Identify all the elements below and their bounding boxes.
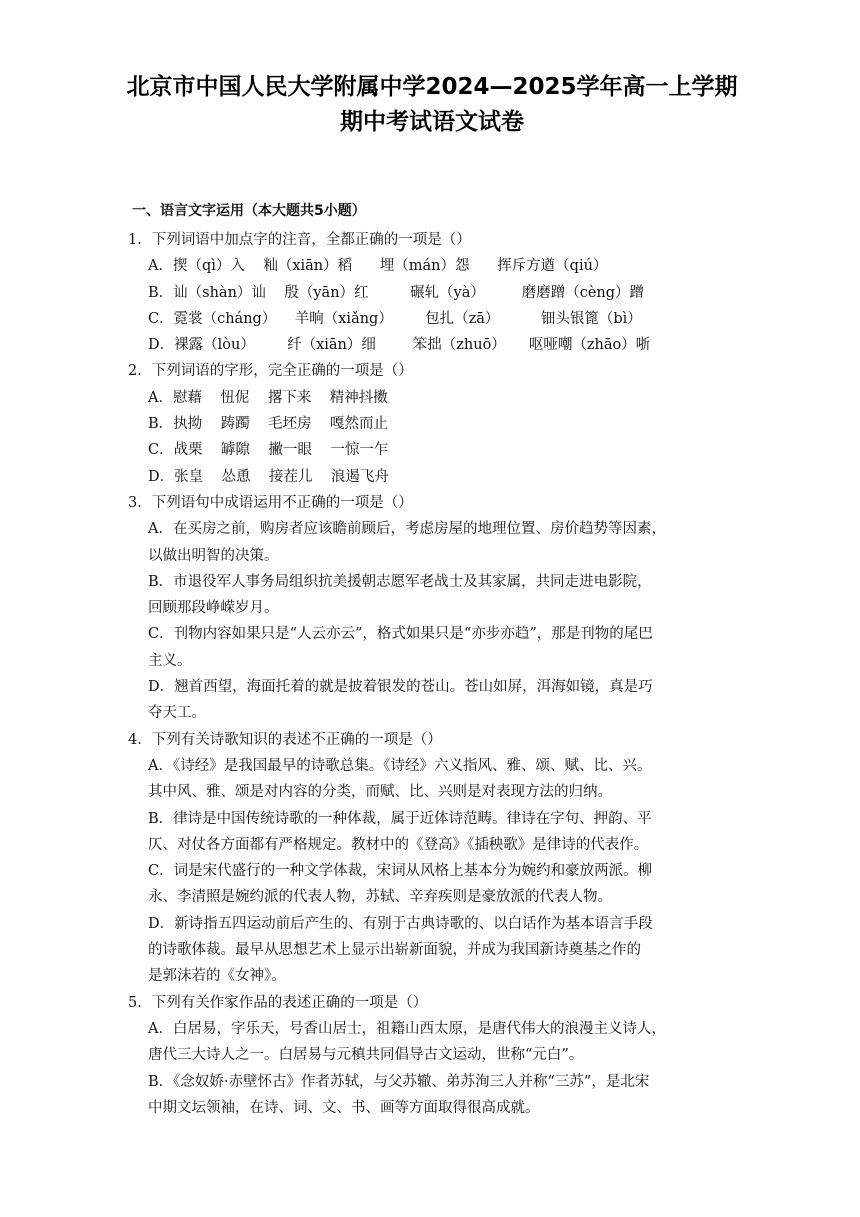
question-3-option-c-cont: 主义。 [148,652,192,669]
question-1 [128,227,742,358]
question-2 [128,358,742,489]
question-5-stem: 5．下列有关作家作品的表述正确的一项是（） [128,994,428,1011]
question-2-option-b: B．执拗 踌躅 毛坯房 嘎然而止 [148,416,388,433]
question-2-option-a: A．慰藉 忸伲 撂下来 精神抖擞 [148,389,388,406]
question-3-option-d: D．翘首西望，海面托着的就是披着银发的苍山。苍山如屏，洱海如镜，真是巧 [148,679,653,696]
question-list [128,227,742,1121]
title-line-2: 期中考试语文试卷 [340,109,524,135]
question-4-option-a: A．《诗经》是我国最早的诗歌总集。《诗经》六义指风、雅、颂、赋、比、兴。 [148,757,652,774]
exam-title [122,70,742,140]
question-4-option-c-cont: 永、李清照是婉约派的代表人物，苏轼、辛弃疾则是豪放派的代表人物。 [148,889,612,906]
question-2-option-c: C．战栗 罅隙 撇一眼 一惊一乍 [148,442,389,459]
question-3-option-a: A．在买房之前，购房者应该瞻前顾后，考虑房屋的地理位置、房价趋势等因素， [148,521,666,538]
question-3-option-d-cont: 夺天工。 [148,705,206,722]
question-1-option-c: C．霓裳（cháng） 羊晌（xiǎng） 包扎（zā） 钿头银篦（bì） [148,310,642,327]
question-5-option-b-cont: 中期文坛领袖，在诗、词、文、书、画等方面取得很高成就。 [148,1099,540,1116]
question-5 [128,990,742,1121]
question-3-option-b-cont: 回顾那段峥嵘岁月。 [148,600,279,617]
question-4-option-c: C．词是宋代盛行的一种文学体裁，宋词从风格上基本分为婉约和豪放两派。柳 [148,863,653,880]
question-3-option-b: B．市退役军人事务局组织抗美援朝志愿军老战士及其家属，共同走进电影院， [148,573,652,590]
question-5-option-b: B．《念奴娇·赤壁怀古》作者苏轼，与父苏辙、弟苏洵三人并称“三苏”，是北宋 [148,1073,650,1090]
question-4-stem: 4．下列有关诗歌知识的表述不正确的一项是（） [128,731,442,748]
question-3-stem: 3．下列语句中成语运用不正确的一项是（） [128,494,413,511]
question-1-option-d: D．裸露（lòu） 纤（xiān）细 笨拙（zhuō） 呕哑嘲（zhāo）哳 [148,337,651,354]
question-3-option-a-cont: 以做出明智的决策。 [148,547,279,564]
question-4-option-d-cont: 的诗歌体裁。最早从思想艺术上显示出崭新面貌，并成为我国新诗奠基之作的 [148,942,641,959]
question-4-option-a-cont: 其中风、雅、颂是对内容的分类，而赋、比、兴则是对表现方法的归纳。 [148,784,612,801]
question-4-option-d: D．新诗指五四运动前后产生的、有别于古典诗歌的、以白话作为基本语言手段 [148,915,653,932]
question-3-option-c: C．刊物内容如果只是“人云亦云”，格式如果只是“亦步亦趋”，那是刊物的尾巴 [148,626,653,643]
question-3 [128,490,742,727]
question-5-option-a: A．白居易，字乐天，号香山居士，祖籍山西太原，是唐代伟大的浪漫主义诗人， [148,1020,666,1037]
question-5-option-a-cont: 唐代三大诗人之一。白居易与元稹共同倡导古文运动，世称“元白”。 [148,1047,584,1064]
question-4-option-d-cont-2: 是郭沫若的《女神》。 [148,968,286,985]
question-4 [128,727,742,990]
question-4-option-b-cont: 仄、对仗各方面都有严格规定。教材中的《登高》《插秧歌》是律诗的代表作。 [148,836,649,853]
section-heading: 一、语言文字运用（本大题共5小题） [132,203,366,219]
question-1-option-b: B．讪（shàn）讪 殷（yān）红 碾轧（yà） 磨磨蹭（cèng）蹭 [148,284,645,301]
title-line-1: 北京市中国人民大学附属中学2024—2025学年高一上学期 [126,74,738,100]
question-1-stem: 1．下列词语中加点字的注音，全都正确的一项是（） [128,232,471,248]
question-2-stem: 2．下列词语的字形，完全正确的一项是（） [128,363,413,380]
question-2-option-d: D．张皇 怂恿 接茬儿 浪遏飞舟 [148,468,389,485]
question-4-option-b: B．律诗是中国传统诗歌的一种体裁，属于近体诗范畴。律诗在字句、押韵、平 [148,810,652,827]
question-1-option-a: A．揳（qì）入 籼（xiān）稻 埋（mán）怨 挥斥方遒（qiú） [148,258,608,275]
